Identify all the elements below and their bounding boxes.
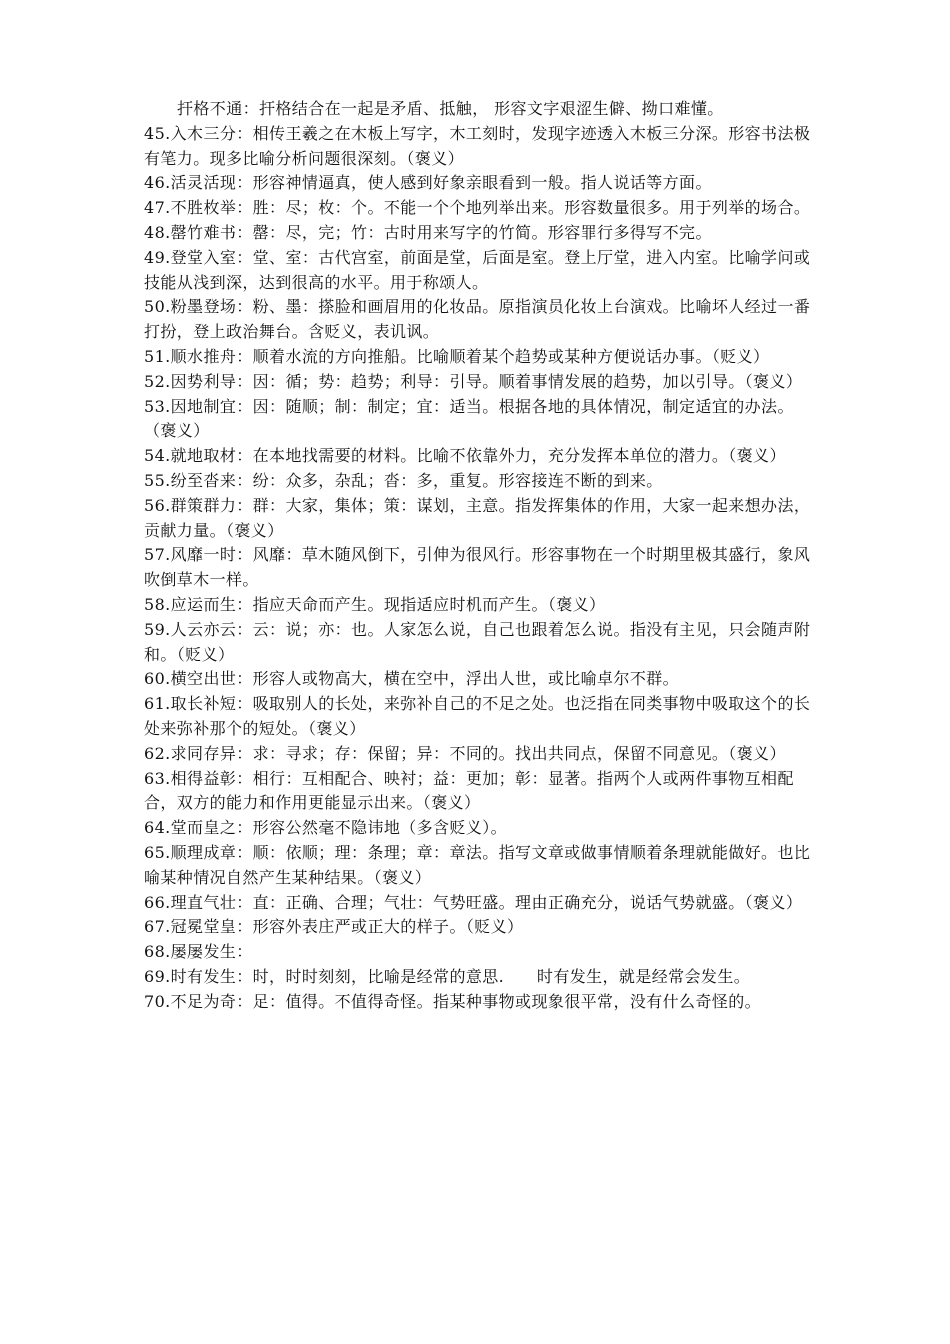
entry-line: 56.群策群力：群：大家，集体；策：谋划，主意。指发挥集体的作用，大家一起来想办法，贡献力量。（褒义） (144, 495, 811, 540)
entry-line: 55.纷至沓来：纷：众多，杂乱；沓：多，重复。形容接连不断的到来。 (144, 470, 663, 490)
entry-line: 60.横空出世：形容人或物高大，横在空中，浮出人世，或比喻卓尔不群。 (144, 669, 680, 689)
entry-line: 63.相得益彰：相行：互相配合、映衬；益：更加；彰：显著。指两个人或两件事物互相配合，双方的能力和作用更能显示出来。（褒义） (144, 768, 794, 813)
entry-line: 59.人云亦云：云：说；亦：也。人家怎么说，自己也跟着怎么说。指没有主见，只会随声附和。（贬义） (144, 619, 811, 664)
entry-line: 45.入木三分：相传王羲之在木板上写字，木工刻时，发现字迹透入木板三分深。形容书法极有笔力。现多比喻分析问题很深刻。（褒义） (144, 123, 811, 168)
entry-line: 57.风靡一时：风靡：草木随风倒下，引伸为很风行。形容事物在一个时期里极其盛行，象风吹倒草木一样。 (144, 545, 811, 590)
entry-line: 扞格不通：扞格结合在一起是矛盾、抵触， 形容文字艰涩生僻、拗口难懂。 (177, 99, 724, 118)
entry-line: 49.登堂入室：堂、室：古代宫室，前面是堂，后面是室。登上厅堂，进入内室。比喻学问或技能从浅到深，达到很高的水平。用于称颂人。 (144, 247, 811, 292)
entry-line: 58.应运而生：指应天命而产生。现指适应时机而产生。（褒义） (144, 594, 606, 614)
entry-line: 64.堂而皇之：形容公然毫不隐讳地（多含贬义）。 (144, 818, 508, 838)
entry-line: 54.就地取材：在本地找需要的材料。比喻不依靠外力，充分发挥本单位的潜力。（褒义） (144, 446, 786, 466)
entry-line: 69.时有发生：时，时时刻刻，比喻是经常的意思. 时有发生，就是经常会发生。 (144, 966, 751, 986)
entry-line: 47.不胜枚举：胜：尽；枚：个。不能一个个地列举出来。形容数量很多。用于列举的场合。 (144, 198, 811, 218)
document-body (144, 97, 816, 1014)
entry-line: 48.罄竹难书：罄：尽，完；竹：古时用来写字的竹简。形容罪行多得写不完。 (144, 222, 712, 242)
entry-line: 53.因地制宜：因：随顺；制：制定；宜：适当。根据各地的具体情况，制定适宜的办法。（褒义） (144, 396, 794, 441)
entry-line: 52.因势利导：因：循；势：趋势；利导：引导。顺着事情发展的趋势，加以引导。（褒义） (144, 371, 803, 391)
entry-line: 50.粉墨登场：粉、墨：搽脸和画眉用的化妆品。原指演员化妆上台演戏。比喻坏人经过一番打扮，登上政治舞台。含贬义，表讥讽。 (144, 297, 811, 342)
entry-line: 66.理直气壮：直：正确、合理；气壮：气势旺盛。理由正确充分，说话气势就盛。（褒义） (144, 892, 803, 912)
entry-line: 68.屡屡发生： (144, 942, 253, 962)
entry-line: 70.不足为奇：足：值得。不值得奇怪。指某种事物或现象很平常，没有什么奇怪的。 (144, 991, 762, 1011)
entry-line: 62.求同存异：求：寻求；存：保留；异：不同的。找出共同点，保留不同意见。（褒义） (144, 743, 786, 763)
entry-line: 51.顺水推舟：顺着水流的方向推船。比喻顺着某个趋势或某种方便说话办事。（贬义） (144, 346, 770, 366)
entry-line: 61.取长补短：吸取别人的长处，来弥补自己的不足之处。也泛指在同类事物中吸取这个的长处来弥补那个的短处。（褒义） (144, 694, 811, 738)
entry-line: 65.顺理成章：顺：依顺；理：条理；章：章法。指写文章或做事情顺着条理就能做好。也比喻某种情况自然产生某种结果。（褒义） (144, 842, 811, 887)
entry-line: 46.活灵活现：形容神情逼真，使人感到好象亲眼看到一般。指人说话等方面。 (144, 173, 712, 193)
entry-line: 67.冠冕堂皇：形容外表庄严或正大的样子。（贬义） (144, 917, 524, 937)
